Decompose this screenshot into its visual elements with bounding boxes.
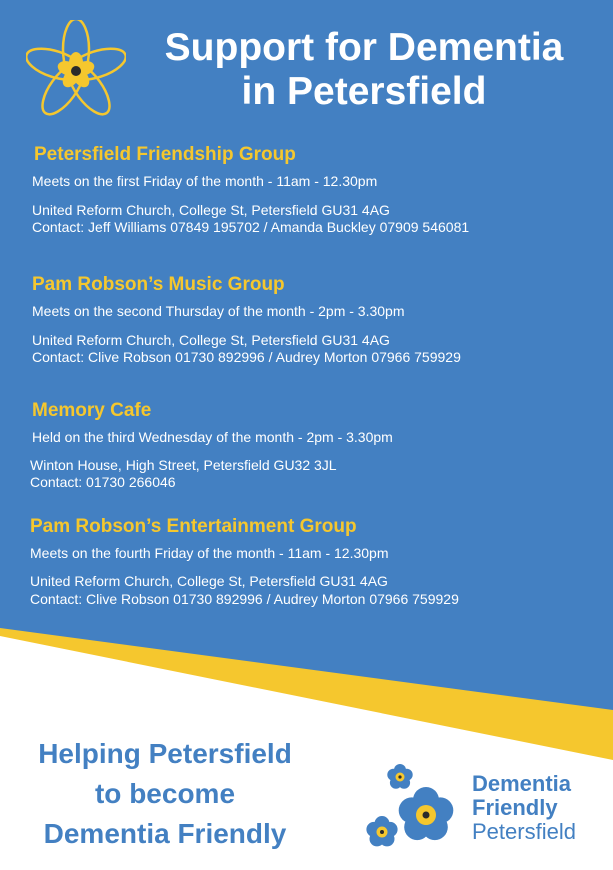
group-address: United Reform Church, College St, Petersfield GU31 4AG	[32, 202, 390, 218]
group-meeting-time: Meets on the first Friday of the month - 11am - 12.30pm	[32, 173, 378, 189]
page-title	[126, 26, 602, 114]
group-title: Petersfield Friendship Group	[34, 144, 296, 165]
group-address: Winton House, High Street, Petersfield GU32 3JL	[30, 457, 337, 473]
group-title: Memory Cafe	[32, 400, 152, 421]
slogan-line-2: to become	[94, 778, 236, 809]
forget-me-not-flower-icon	[26, 20, 126, 120]
slogan-line-3: Dementia Friendly	[43, 818, 287, 849]
group-contact: Contact: Jeff Williams 07849 195702 / Amanda Buckley 07909 546081	[32, 219, 470, 235]
group-title: Pam Robson’s Music Group	[32, 274, 285, 295]
slogan	[0, 734, 330, 854]
group-address: United Reform Church, College St, Petersfield GU31 4AG	[32, 332, 390, 348]
group-title: Pam Robson’s Entertainment Group	[30, 516, 357, 537]
logo-word-petersfield: Petersfield	[472, 819, 576, 844]
title-line-1: Support for Dementia	[164, 26, 564, 69]
group-contact: Contact: Clive Robson 01730 892996 / Audrey Morton 07966 759929	[30, 591, 459, 607]
group-meeting-time: Meets on the fourth Friday of the month - 11am - 12.30pm	[30, 545, 389, 561]
logo-word-friendly: Friendly	[472, 795, 558, 820]
group-contact: Contact: 01730 266046	[30, 474, 176, 490]
logo-wordmark	[472, 772, 576, 844]
slogan-line-1: Helping Petersfield	[38, 738, 292, 769]
group-meeting-time: Meets on the second Thursday of the month - 2pm - 3.30pm	[32, 303, 405, 319]
group-meeting-time: Held on the third Wednesday of the month - 2pm - 3.30pm	[32, 429, 393, 445]
dementia-friendly-logo-icon	[362, 760, 472, 860]
group-contact: Contact: Clive Robson 01730 892996 / Audrey Morton 07966 759929	[32, 349, 461, 365]
logo-word-dementia: Dementia	[472, 771, 572, 796]
title-line-2: in Petersfield	[241, 70, 487, 113]
group-address: United Reform Church, College St, Petersfield GU31 4AG	[30, 573, 388, 589]
